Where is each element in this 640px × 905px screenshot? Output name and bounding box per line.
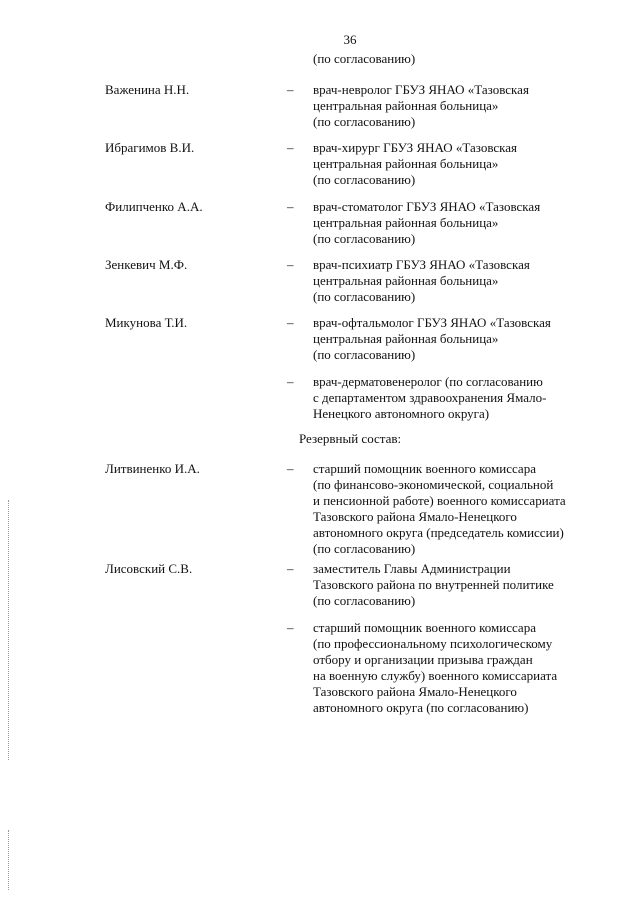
continuation-note: (по согласованию) — [313, 51, 416, 66]
position-line: (по согласованию) — [313, 593, 416, 608]
position-line: старший помощник военного комиссара — [313, 620, 536, 635]
member-position — [313, 199, 613, 247]
position-line: Ненецкого автономного округа) — [313, 406, 490, 421]
member-name: Лисовский С.В. — [105, 561, 193, 576]
member-dash: – — [287, 374, 294, 389]
position-line: (по согласованию) — [313, 114, 416, 129]
position-line: (по согласованию) — [313, 231, 416, 246]
position-line: с департаментом здравоохранения Ямало- — [313, 390, 547, 405]
member-name: Важенина Н.Н. — [105, 82, 190, 97]
member-dash: – — [287, 82, 294, 97]
reserve-heading: Резервный состав: — [299, 431, 402, 446]
member-position — [313, 257, 613, 305]
position-line: Тазовского района по внутренней политике — [313, 577, 554, 592]
position-line: центральная районная больница» — [313, 331, 499, 346]
position-line: врач-психиатр ГБУЗ ЯНАО «Тазовская — [313, 257, 530, 272]
position-line: центральная районная больница» — [313, 98, 499, 113]
member-dash: – — [287, 199, 294, 214]
position-line: (по согласованию) — [313, 172, 416, 187]
position-line: центральная районная больница» — [313, 273, 499, 288]
position-line: врач-дерматовенеролог (по согласованию — [313, 374, 543, 389]
position-line: врач-хирург ГБУЗ ЯНАО «Тазовская — [313, 140, 518, 155]
scan-edge-mark — [8, 500, 10, 760]
position-line: Тазовского района Ямало-Ненецкого — [313, 684, 517, 699]
member-position — [313, 461, 613, 557]
scan-edge-mark — [8, 830, 10, 890]
member-position — [313, 315, 613, 363]
position-line: (по финансово-экономической, социальной — [313, 477, 554, 492]
position-line: заместитель Главы Администрации — [313, 561, 511, 576]
member-position — [313, 374, 613, 422]
position-line: автономного округа (председатель комиссии) — [313, 525, 564, 540]
member-position — [313, 82, 613, 130]
member-name: Литвиненко И.А. — [105, 461, 200, 476]
position-line: центральная районная больница» — [313, 156, 499, 171]
position-line: врач-стоматолог ГБУЗ ЯНАО «Тазовская — [313, 199, 541, 214]
position-line: и пенсионной работе) военного комиссариата — [313, 493, 566, 508]
position-line: центральная районная больница» — [313, 215, 499, 230]
position-line: (по профессиональному психологическому — [313, 636, 553, 651]
position-line: на военную службу) военного комиссариата — [313, 668, 558, 683]
position-line: отбору и организации призыва граждан — [313, 652, 533, 667]
position-line: Тазовского района Ямало-Ненецкого — [313, 509, 517, 524]
page-number: 36 — [343, 32, 357, 47]
member-position — [313, 140, 613, 188]
position-line: (по согласованию) — [313, 541, 416, 556]
member-dash: – — [287, 140, 294, 155]
member-name: Микунова Т.И. — [105, 315, 188, 330]
position-line: врач-невролог ГБУЗ ЯНАО «Тазовская — [313, 82, 529, 97]
member-dash: – — [287, 561, 294, 576]
member-dash: – — [287, 315, 294, 330]
position-line: врач-офтальмолог ГБУЗ ЯНАО «Тазовская — [313, 315, 551, 330]
member-name: Филипченко А.А. — [105, 199, 203, 214]
member-dash: – — [287, 461, 294, 476]
member-position — [313, 561, 613, 609]
position-line: (по согласованию) — [313, 347, 416, 362]
position-line: (по согласованию) — [313, 289, 416, 304]
member-name: Зенкевич М.Ф. — [105, 257, 188, 272]
position-line: автономного округа (по согласованию) — [313, 700, 529, 715]
member-name: Ибрагимов В.И. — [105, 140, 195, 155]
member-dash: – — [287, 620, 294, 635]
member-position — [313, 620, 613, 716]
position-line: старший помощник военного комиссара — [313, 461, 536, 476]
member-dash: – — [287, 257, 294, 272]
